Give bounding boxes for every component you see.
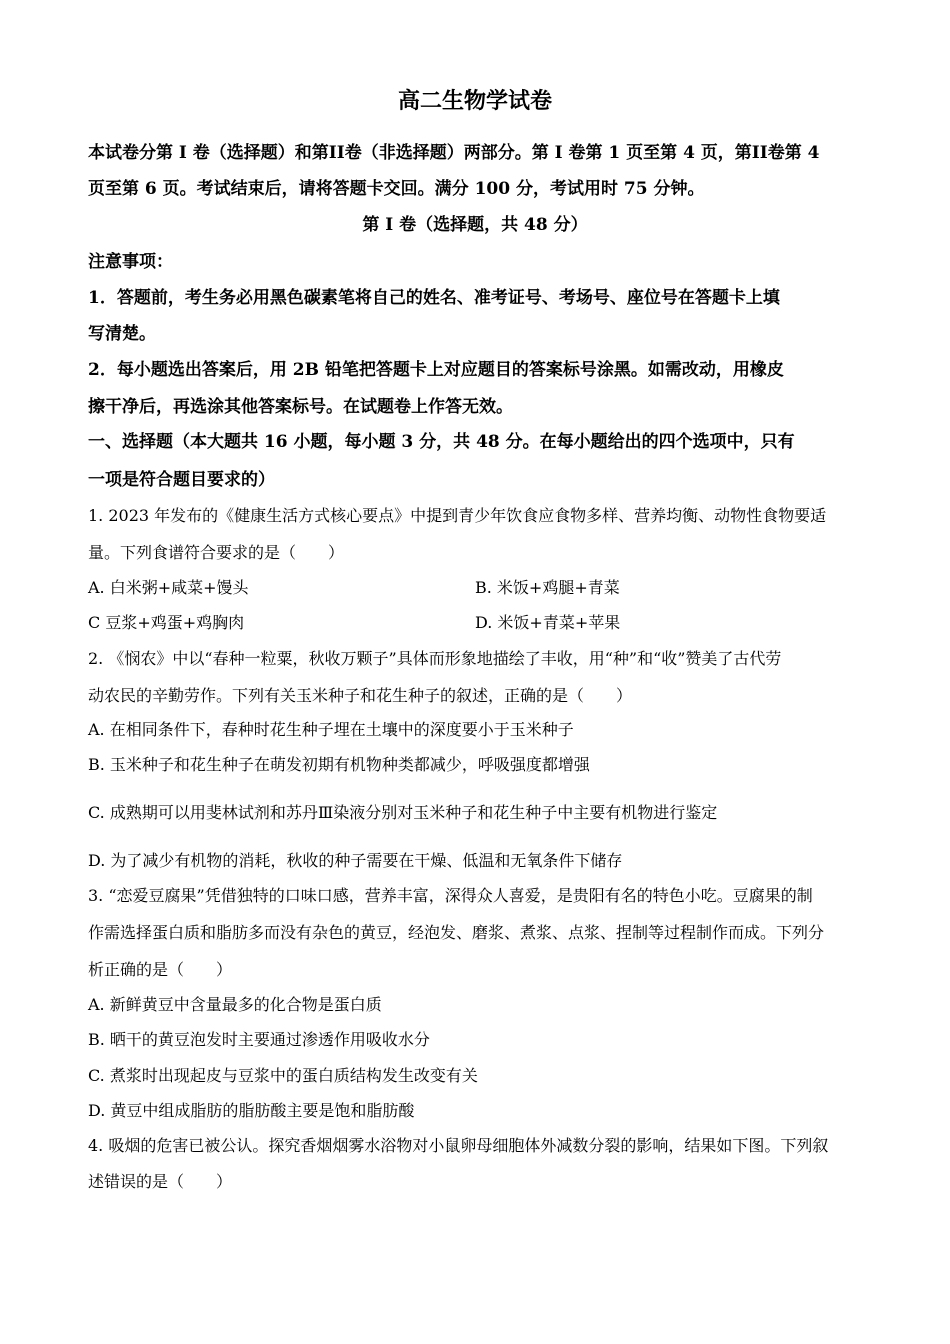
q2-option-c: C. 成熟期可以用斐林试剂和苏丹Ⅲ染液分别对玉米种子和花生种子中主要有机物进行鉴定 <box>88 803 718 822</box>
intro-line-2: 页至第 6 页。考试结束后，请将答题卡交回。满分 100 分，考试用时 75 分钟。 <box>88 179 705 199</box>
q1-option-d: D. 米饭+青菜+苹果 <box>475 613 621 632</box>
q3-stem-line-1: 3. “恋爱豆腐果”凭借独特的口味口感，营养丰富，深得众人喜爱，是贵阳有名的特色小吃。豆腐果的制 <box>88 886 813 905</box>
q3-option-a: A. 新鲜黄豆中含量最多的化合物是蛋白质 <box>88 995 382 1014</box>
q1-option-b: B. 米饭+鸡腿+青菜 <box>475 578 620 597</box>
q2-option-d: D. 为了减少有机物的消耗，秋收的种子需要在干燥、低温和无氧条件下储存 <box>88 851 623 870</box>
part1-heading-line-1: 一、选择题（本大题共 16 小题，每小题 3 分，共 48 分。在每小题给出的四个选项中，只有 <box>88 432 795 452</box>
q1-stem-line-1: 1. 2023 年发布的《健康生活方式核心要点》中提到青少年饮食应食物多样、营养均衡、动物性食物要适 <box>88 506 827 525</box>
q4-stem-line-1: 4. 吸烟的危害已被公认。探究香烟烟雾水浴物对小鼠卵母细胞体外减数分裂的影响，结果如下图。下列叙 <box>88 1136 829 1155</box>
part1-heading-line-2: 一项是符合题目要求的） <box>88 470 275 490</box>
section-title: 第 I 卷（选择题，共 48 分） <box>362 215 588 235</box>
q3-option-d: D. 黄豆中组成脂肪的脂肪酸主要是饱和脂肪酸 <box>88 1101 415 1120</box>
q2-option-a: A. 在相同条件下，春种时花生种子埋在土壤中的深度要小于玉米种子 <box>88 720 574 739</box>
q1-stem-line-2: 量。下列食谱符合要求的是（ ） <box>88 543 345 562</box>
q1-option-c: C 豆浆+鸡蛋+鸡胸肉 <box>88 613 245 632</box>
q1-option-a: A. 白米粥+咸菜+馒头 <box>88 578 249 597</box>
note-1-line-2: 写清楚。 <box>88 324 156 344</box>
q2-stem-line-2: 动农民的辛勤劳作。下列有关玉米种子和花生种子的叙述，正确的是（ ） <box>88 686 633 705</box>
intro-line-1: 本试卷分第 I 卷（选择题）和第II卷（非选择题）两部分。第 I 卷第 1 页至第 4 页，第II卷第 4 <box>88 143 820 163</box>
q3-stem-line-2: 作需选择蛋白质和脂肪多而没有杂色的黄豆，经泡发、磨浆、煮浆、点浆、捏制等过程制作而成。下列分 <box>88 923 825 942</box>
q3-option-b: B. 晒干的黄豆泡发时主要通过渗透作用吸收水分 <box>88 1030 430 1049</box>
q4-stem-line-2: 述错误的是（ ） <box>88 1172 233 1191</box>
note-2-line-1: 2．每小题选出答案后，用 2B 铅笔把答题卡上对应题目的答案标号涂黑。如需改动，用橡皮 <box>88 360 784 380</box>
note-2-line-2: 擦干净后，再选涂其他答案标号。在试题卷上作答无效。 <box>88 397 513 417</box>
q3-stem-line-3: 析正确的是（ ） <box>88 960 233 979</box>
q2-stem-line-1: 2. 《悯农》中以“春种一粒粟，秋收万颗子”具体而形象地描绘了丰收，用“种”和“收”赞美了古代劳 <box>88 649 782 668</box>
exam-title: 高二生物学试卷 <box>397 88 552 114</box>
q2-option-b: B. 玉米种子和花生种子在萌发初期有机物种类都减少，呼吸强度都增强 <box>88 755 590 774</box>
note-1-line-1: 1．答题前，考生务必用黑色碳素笔将自己的姓名、准考证号、考场号、座位号在答题卡上填 <box>88 288 780 308</box>
q3-option-c: C. 煮浆时出现起皮与豆浆中的蛋白质结构发生改变有关 <box>88 1066 478 1085</box>
notes-heading: 注意事项： <box>88 252 173 272</box>
